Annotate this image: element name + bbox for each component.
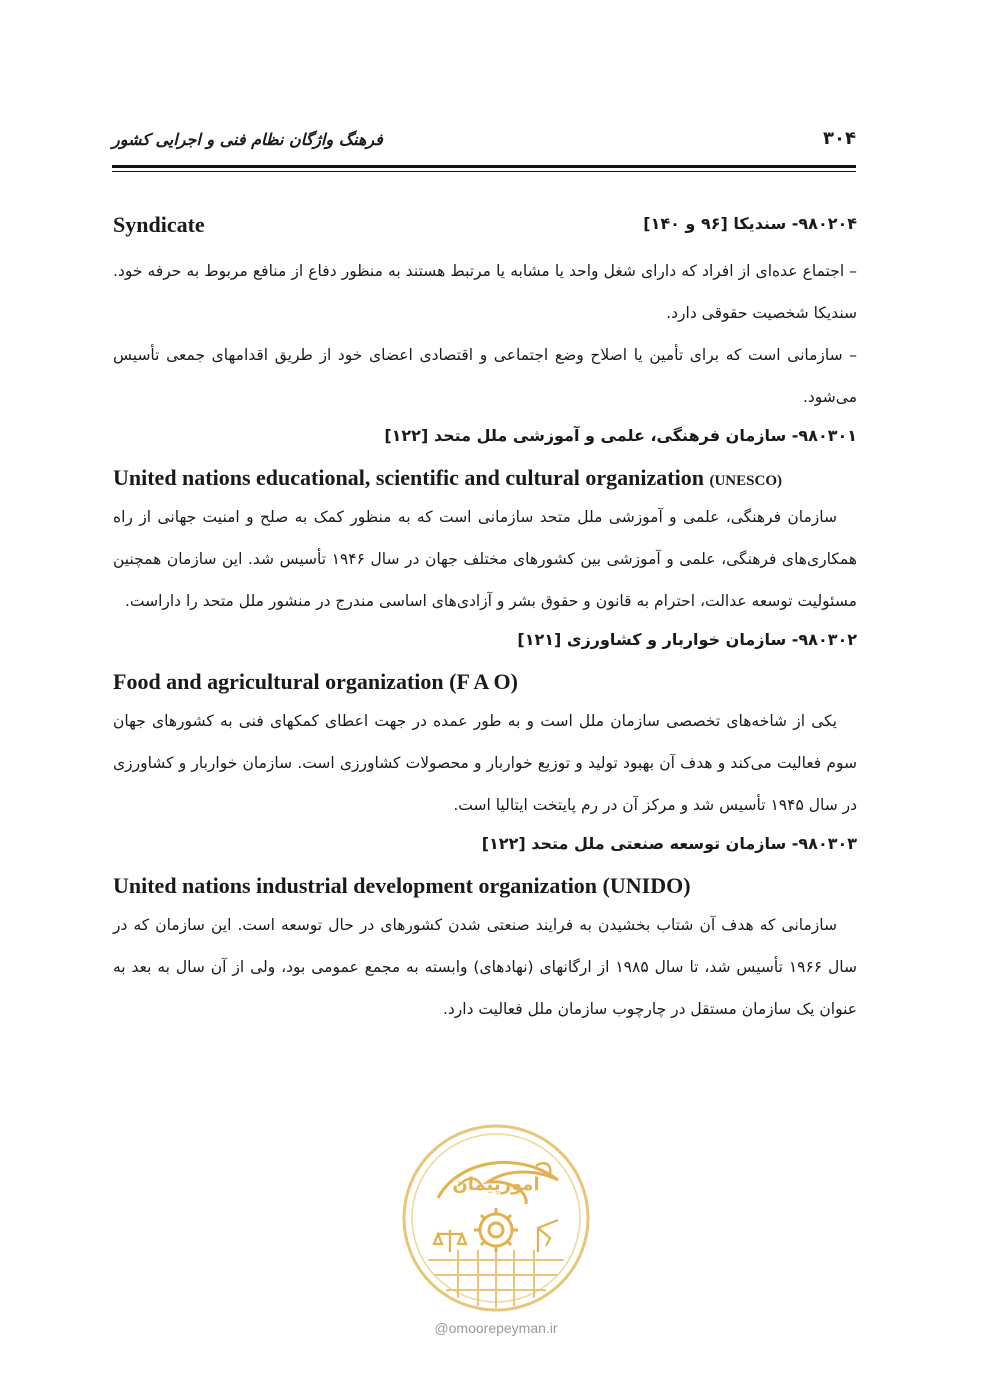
term-english: Syndicate (113, 212, 205, 237)
entries-list (113, 206, 857, 1030)
definition-paragraph: – اجتماع عده‌ای از افراد که دارای شغل واحد یا مشابه یا مرتبط هستند به منظور دفاع از منافع مربوط به حرفه خود. سندیکا شخصیت حقوقی دارد. (113, 262, 857, 322)
term-english-abbr: (UNESCO) (709, 473, 782, 489)
page-number: ۳۰۴ (823, 128, 856, 149)
term-persian: ۹۸۰۳۰۲- سازمان خواربار و کشاورزی [۱۲۱] (517, 630, 857, 649)
term-persian: ۹۸۰۳۰۱- سازمان فرهنگی، علمی و آموزشی ملل متحد [۱۲۲] (384, 426, 857, 445)
term-english-name: United nations educational, scientific and cultural organization (113, 465, 704, 490)
watermark-site: @omoorepeyman.ir (434, 1320, 558, 1336)
header-rule-thick (112, 165, 856, 168)
term-persian: ۹۸۰۲۰۴- سندیکا [۹۶ و ۱۴۰] (643, 214, 857, 233)
definition-paragraph: سازمانی که هدف آن شتاب بخشیدن به فرایند صنعتی شدن کشورهای در حال توسعه است. این سازمان که در سال ۱۹۶۶ تأسیس شد، تا سال ۱۹۸۵ از ارگانهای (نهادهای) وابسته به مجمع عمومی بود، ولی از آن سال به بعد به عنوان یک سازمان مستقل در چارچوب سازمان ملل فعالیت دارد. (113, 916, 858, 1018)
entry-heading (113, 422, 857, 460)
watermark-logo-text: امورپیمان (452, 1174, 540, 1195)
watermark-logo-icon (398, 1120, 594, 1316)
running-header (112, 128, 856, 158)
definition-paragraph: – سازمانی است که برای تأمین یا اصلاح وضع اجتماعی و اقتصادی اعضای خود از طریق اقدامهای جمعی تأسیس می‌شود. (113, 346, 857, 406)
book-title: فرهنگ واژگان نظام فنی و اجرایی کشور (112, 130, 383, 149)
entry-heading (113, 830, 857, 868)
term-persian: ۹۸۰۳۰۳- سازمان توسعه صنعتی ملل متحد [۱۲۲] (481, 834, 857, 853)
entry-heading (113, 206, 857, 250)
entry-heading (113, 626, 857, 664)
definition-paragraph: یکی از شاخه‌های تخصصی سازمان ملل است و به طور عمده در جهت اعطای کمکهای فنی به کشورهای جهان سوم فعالیت می‌کند و هدف آن بهبود تولید و توزیع خواربار و محصولات کشاورزی است. سازمان خواربار و کشاورزی در سال ۱۹۴۵ تأسیس شد و مرکز آن در رم پایتخت ایتالیا است. (113, 712, 857, 814)
term-english: United nations industrial development organization (UNIDO) (113, 873, 691, 898)
term-english (113, 460, 857, 496)
header-rule-thin (112, 171, 856, 172)
term-english: Food and agricultural organization (F A O) (113, 669, 518, 694)
definition-paragraph: سازمان فرهنگی، علمی و آموزشی ملل متحد سازمانی است که به منظور کمک به صلح و امنیت جهانی از راه همکاری‌های فرهنگی، علمی و آموزشی بین کشورهای مختلف جهان در سال ۱۹۴۶ تأسیس شد. این سازمان همچنین مسئولیت توسعه عدالت، احترام به قانون و حقوق بشر و آزادی‌های اساسی مندرج در منشور ملل متحد را داراست. (113, 508, 857, 610)
